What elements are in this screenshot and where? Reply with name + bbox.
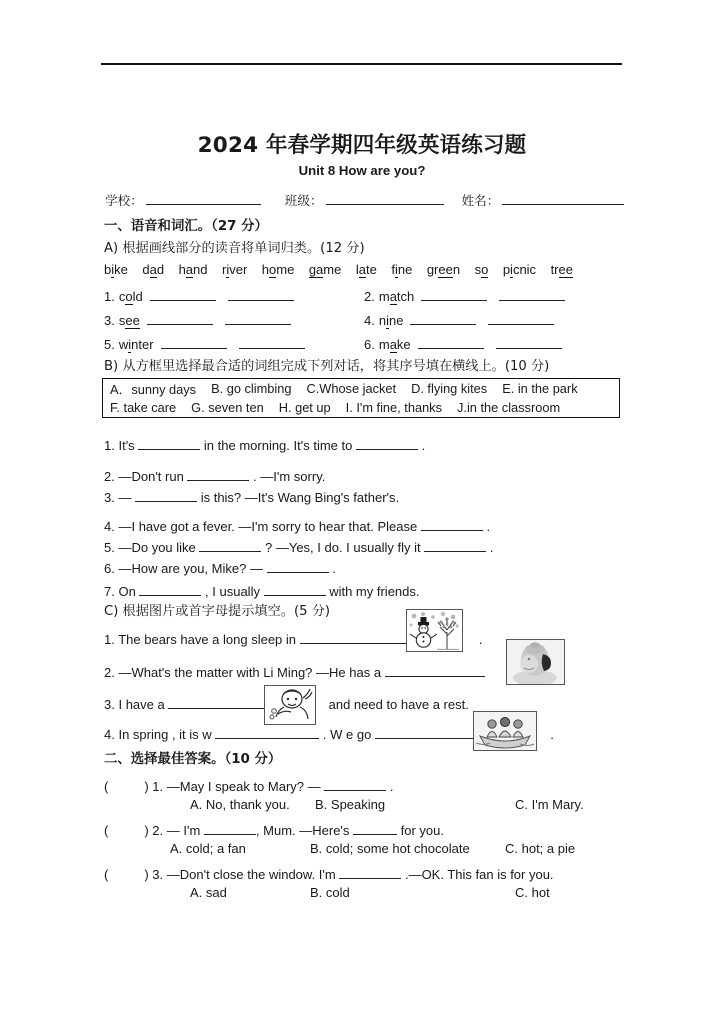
- word-bank-item: [356, 262, 377, 277]
- part-b-question-text: in the morning. It's time to: [200, 438, 356, 453]
- phrase-bank-option[interactable]: H. get up: [278, 400, 331, 415]
- part-b-question-text: . —I'm sorry.: [249, 469, 326, 484]
- word-suffix: d: [156, 262, 165, 277]
- part-b-question-text: .: [417, 438, 426, 453]
- classify-item: [364, 312, 624, 328]
- header-rule: [101, 63, 622, 65]
- part-b-question: [104, 518, 490, 534]
- part-b-question-number: 6.: [104, 561, 119, 576]
- word-suffix: ke: [114, 262, 128, 277]
- classify-answer-blank[interactable]: [488, 312, 554, 325]
- part-c-item-4-text: In spring , it is w: [118, 727, 212, 742]
- headache-person-picture: [264, 685, 316, 725]
- classify-answer-blank[interactable]: [239, 336, 305, 349]
- phrase-bank-option[interactable]: J.in the classroom: [456, 400, 561, 415]
- mc-answer-bracket-close: ) 3.: [144, 867, 167, 882]
- word-prefix: p: [502, 262, 511, 277]
- part-b-answer-blank[interactable]: [187, 468, 249, 481]
- sick-person-picture: [506, 639, 565, 685]
- word-prefix: gr: [426, 262, 439, 277]
- mc-option[interactable]: A. No, thank you.: [190, 797, 290, 812]
- classify-item-word: match: [378, 289, 415, 304]
- word-suffix: me: [323, 262, 342, 277]
- part-b-question-text: is this? —It's Wang Bing's father's.: [197, 490, 400, 505]
- part-b-question-text: —Don't run: [118, 469, 188, 484]
- part-b-question-text: ? —Yes, I do. I usually fly it: [261, 540, 425, 555]
- word-bank-item: [142, 262, 164, 277]
- phrase-bank-option[interactable]: D. flying kites: [411, 381, 488, 396]
- part-b-answer-blank[interactable]: [421, 518, 483, 531]
- classify-item-number: 6.: [364, 337, 375, 352]
- part-c-heading: C) 根据图片或首字母提示填空。(5 分): [104, 604, 331, 619]
- part-b-question: [104, 468, 325, 484]
- classify-item-number: 5.: [104, 337, 115, 352]
- part-b-question-number: 4.: [104, 519, 119, 534]
- part-c-item-3-blank[interactable]: [168, 696, 271, 709]
- phrase-bank-option[interactable]: C.Whose jacket: [306, 381, 397, 396]
- phrase-bank-option[interactable]: B. go climbing: [211, 381, 292, 396]
- part-b-question-text: It's: [118, 438, 139, 453]
- classify-item-word: make: [378, 337, 411, 352]
- part-c-item-2-text: —What's the matter with Li Ming? —He has a: [118, 665, 382, 680]
- class-input-blank[interactable]: [326, 192, 444, 205]
- part-c-item-3-num: 3.: [104, 697, 115, 712]
- phrase-bank-option[interactable]: E. in the park: [502, 381, 578, 396]
- boating-children-picture: [473, 711, 537, 751]
- school-input-blank[interactable]: [146, 192, 261, 205]
- part-b-question-text: .: [328, 561, 336, 576]
- part-b-question-text: .: [482, 519, 491, 534]
- classify-answer-blank[interactable]: [410, 312, 476, 325]
- classify-item-word: winter: [118, 337, 154, 352]
- mc-answer-blank[interactable]: [204, 822, 256, 835]
- classify-answer-blank[interactable]: [228, 288, 294, 301]
- classify-item-word: nine: [378, 313, 404, 328]
- class-field: [285, 190, 444, 209]
- phrase-bank-option[interactable]: F. take care: [110, 400, 177, 415]
- winter-snowman-picture: [406, 609, 463, 652]
- word-underlined-part: ee: [438, 262, 453, 277]
- part-b-question-number: 2.: [104, 469, 119, 484]
- classify-row: [104, 288, 624, 312]
- word-suffix: ver: [229, 262, 248, 277]
- mc-option[interactable]: A. sad: [190, 885, 227, 900]
- part-c-item-4-blank-2[interactable]: [375, 726, 479, 739]
- word-bank-item: [551, 262, 573, 277]
- part-b-question-text: —I have got a fever. —I'm sorry to hear that. Please: [118, 519, 421, 534]
- part-b-question-text: —How are you, Mike? —: [118, 561, 267, 576]
- word-suffix: ne: [397, 262, 413, 277]
- classify-item: [104, 312, 364, 328]
- word-underlined-part: i: [226, 262, 230, 277]
- section-one-heading: 一、语音和词汇。（27 分）: [104, 219, 268, 234]
- part-c-item-3-text: I have a: [118, 697, 165, 712]
- classify-item-number: 2.: [364, 289, 375, 304]
- word-suffix: te: [365, 262, 377, 277]
- part-b-answer-blank[interactable]: [138, 437, 200, 450]
- part-b-answer-blank[interactable]: [356, 437, 418, 450]
- word-bank-item: [309, 262, 342, 277]
- word-bank-list: [104, 262, 624, 277]
- mc-question-text: .: [386, 779, 394, 794]
- name-label: 姓名：: [461, 193, 500, 208]
- phrase-bank-box: [102, 378, 620, 418]
- class-label: 班级：: [284, 193, 323, 208]
- mc-question: [104, 866, 554, 882]
- page-title: 2024 年春学期四年级英语练习题: [197, 133, 527, 158]
- mc-option[interactable]: C. hot: [515, 885, 550, 900]
- part-c-item-4-blank-1[interactable]: [215, 726, 319, 739]
- mc-option[interactable]: B. cold: [310, 885, 350, 900]
- word-prefix: r: [222, 262, 227, 277]
- word-prefix: h: [178, 262, 186, 277]
- word-underlined-part: a: [358, 262, 366, 277]
- part-b-answer-blank[interactable]: [199, 539, 261, 552]
- mc-option[interactable]: B. cold; some hot chocolate: [310, 841, 470, 856]
- classify-answer-blank[interactable]: [496, 336, 562, 349]
- word-bank-item: [179, 262, 208, 277]
- classify-item-word: see: [118, 313, 140, 328]
- mc-question-text: —Don't close the window. I'm: [166, 867, 340, 882]
- word-underlined-part: o: [481, 262, 489, 277]
- mc-answer-blank[interactable]: [339, 866, 401, 879]
- classify-answer-blank[interactable]: [147, 312, 213, 325]
- word-prefix: h: [261, 262, 270, 277]
- mc-question-text: — I'm: [166, 823, 204, 838]
- word-prefix: f: [391, 262, 395, 277]
- word-bank-item: [222, 262, 247, 277]
- phrase-bank-option[interactable]: G. seven ten: [191, 400, 264, 415]
- mc-question-text: —May I speak to Mary? —: [166, 779, 325, 794]
- part-c-item-4-period: .: [550, 727, 554, 742]
- part-c-item-3-text-after: and need to have a rest.: [328, 697, 469, 712]
- classify-answer-blank[interactable]: [161, 336, 227, 349]
- part-b-question-number: 3.: [104, 490, 119, 505]
- part-c-item-4-mid: . W e go: [322, 727, 372, 742]
- part-b-answer-blank[interactable]: [264, 583, 326, 596]
- part-c-item-1-blank[interactable]: [300, 631, 408, 644]
- part-b-question: [104, 560, 336, 576]
- part-b-question-text: with my friends.: [325, 584, 420, 599]
- part-b-heading: B) 从方框里选择最合适的词组完成下列对话，将其序号填在横线上。(10 分): [104, 359, 550, 374]
- classify-answer-blank[interactable]: [418, 336, 484, 349]
- phrase-bank-option[interactable]: I. I'm fine, thanks: [345, 400, 442, 415]
- classify-item-number: 4.: [364, 313, 375, 328]
- classify-item: [104, 288, 364, 304]
- part-a-heading: A) 根据画线部分的读音将单词归类。(12 分): [104, 241, 365, 256]
- page-subtitle: Unit 8 How are you?: [298, 163, 426, 178]
- word-underlined-part: i: [394, 262, 398, 277]
- phrase-bank-line-1: [103, 379, 619, 398]
- word-underlined-part: i: [111, 262, 115, 277]
- word-bank-item: [104, 262, 128, 277]
- classify-row: [104, 312, 624, 336]
- part-b-question-number: 5.: [104, 540, 119, 555]
- mc-option[interactable]: A. cold; a fan: [170, 841, 246, 856]
- mc-answer-blank[interactable]: [353, 822, 397, 835]
- word-underlined-part: ee: [558, 262, 573, 277]
- part-c-item-1-text: The bears have a long sleep in: [118, 632, 297, 647]
- part-b-question: [104, 489, 399, 505]
- part-b-question-text: —: [118, 490, 136, 505]
- part-b-question-text: , I usually: [201, 584, 264, 599]
- mc-answer-bracket-close: ) 1.: [144, 779, 167, 794]
- mc-question-text: , Mum. —Here's: [255, 823, 354, 838]
- part-b-answer-blank[interactable]: [139, 583, 201, 596]
- student-identity-row: [105, 190, 625, 209]
- classify-item: [364, 288, 624, 304]
- mc-question: [104, 778, 393, 794]
- mc-option[interactable]: C. I'm Mary.: [515, 797, 584, 812]
- mc-answer-bracket[interactable]: (: [104, 867, 109, 882]
- mc-option[interactable]: C. hot; a pie: [505, 841, 576, 856]
- word-suffix: cnic: [512, 262, 537, 277]
- classify-answer-blank[interactable]: [421, 288, 487, 301]
- classify-item-number: 3.: [104, 313, 115, 328]
- part-b-question: [104, 539, 493, 555]
- name-field: [462, 190, 625, 209]
- part-b-question-number: 1.: [104, 438, 119, 453]
- mc-question-text: for you.: [397, 823, 444, 838]
- mc-answer-blank[interactable]: [324, 778, 386, 791]
- word-underlined-part: o: [269, 262, 277, 277]
- word-prefix: s: [474, 262, 482, 277]
- mc-question-text: .—OK. This fan is for you.: [401, 867, 554, 882]
- word-suffix: me: [276, 262, 295, 277]
- section-two-heading: 二、选择最佳答案。（10 分）: [104, 752, 282, 767]
- phrase-bank-option[interactable]: A．sunny days: [110, 382, 197, 397]
- word-bank-item: [262, 262, 295, 277]
- part-b-answer-blank[interactable]: [424, 539, 486, 552]
- word-bank-item: [503, 262, 536, 277]
- classify-answer-blank[interactable]: [150, 288, 216, 301]
- part-c-item-1-num: 1.: [104, 632, 115, 647]
- mc-answer-bracket-close: ) 2.: [144, 823, 167, 838]
- classify-answer-blank[interactable]: [499, 288, 565, 301]
- mc-answer-bracket[interactable]: (: [104, 779, 109, 794]
- part-c-item-2-num: 2.: [104, 665, 115, 680]
- classify-item-word: cold: [118, 289, 143, 304]
- part-b-answer-blank[interactable]: [267, 560, 329, 573]
- word-bank-item: [391, 262, 412, 277]
- word-prefix: tr: [550, 262, 559, 277]
- classify-answer-blank[interactable]: [225, 312, 291, 325]
- part-b-question-number: 7.: [104, 584, 119, 599]
- name-input-blank[interactable]: [502, 192, 624, 205]
- word-underlined-part: ga: [308, 262, 324, 277]
- word-bank-item: [475, 262, 489, 277]
- phrase-bank-line-2: [103, 398, 619, 417]
- word-prefix: l: [355, 262, 359, 277]
- part-b-question-text: —Do you like: [118, 540, 200, 555]
- part-b-question: [104, 437, 425, 453]
- word-classify-grid: [104, 288, 624, 360]
- mc-answer-bracket[interactable]: (: [104, 823, 109, 838]
- school-field: [105, 190, 261, 209]
- word-underlined-part: a: [185, 262, 194, 277]
- word-prefix: d: [142, 262, 150, 277]
- part-c-item-2: [104, 664, 564, 680]
- part-b-question: [104, 583, 420, 599]
- word-suffix: nd: [193, 262, 208, 277]
- classify-row: [104, 336, 624, 360]
- word-underlined-part: i: [510, 262, 513, 277]
- part-c-item-4-num: 4.: [104, 727, 115, 742]
- part-b-question-text: On: [118, 584, 140, 599]
- word-bank-item: [427, 262, 460, 277]
- mc-option[interactable]: B. Speaking: [315, 797, 386, 812]
- word-prefix: b: [104, 262, 112, 277]
- classify-item: [364, 336, 624, 352]
- word-underlined-part: a: [149, 262, 157, 277]
- word-suffix: n: [452, 262, 461, 277]
- part-c-item-2-blank[interactable]: [385, 664, 485, 677]
- part-c-item-1-period: .: [478, 632, 483, 647]
- part-b-question-text: .: [486, 540, 494, 555]
- mc-question: [104, 822, 444, 838]
- part-b-answer-blank[interactable]: [135, 489, 197, 502]
- school-label: 学校：: [105, 193, 143, 208]
- classify-item-number: 1.: [104, 289, 115, 304]
- classify-item: [104, 336, 364, 352]
